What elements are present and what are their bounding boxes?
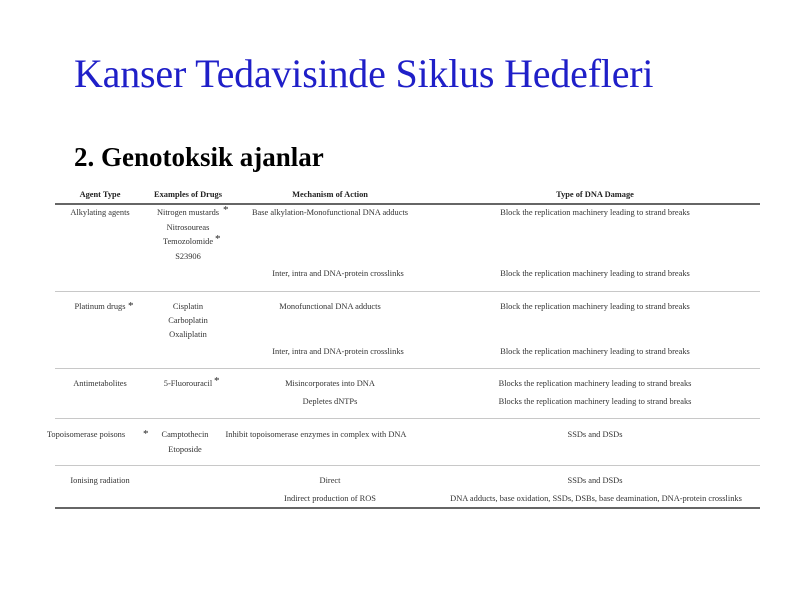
agent-type-cell: Platinum drugs: [74, 302, 126, 311]
star-mark: *: [215, 233, 221, 245]
damage-cell: Block the replication machinery leading to strand breaks: [500, 208, 690, 217]
row-rule: [55, 465, 760, 466]
drug-cell: 5-Fluorouracil: [163, 379, 213, 388]
star-mark: *: [214, 375, 220, 387]
header-rule: [55, 203, 760, 205]
header-agent-type: Agent Type: [79, 190, 121, 199]
mechanism-cell: Base alkylation-Monofunctional DNA adducts: [251, 208, 409, 217]
drug-cell: Oxaliplatin: [169, 330, 207, 339]
drug-cell: Temozolomide: [162, 237, 214, 246]
row-rule: [55, 368, 760, 369]
header-mechanism: Mechanism of Action: [292, 190, 368, 199]
star-mark: *: [128, 300, 134, 312]
mechanism-cell: Monofunctional DNA adducts: [279, 302, 381, 311]
drug-cell: Nitrosoureas: [166, 223, 210, 232]
agent-type-cell: Alkylating agents: [70, 208, 130, 217]
damage-cell: Blocks the replication machinery leading to strand breaks: [498, 379, 692, 388]
drug-cell: Nitrogen mustards: [156, 208, 220, 217]
mechanism-cell: Inter, intra and DNA-protein crosslinks: [272, 347, 404, 356]
damage-cell: DNA adducts, base oxidation, SSDs, DSBs, base deamination, DNA-protein crosslinks: [450, 494, 742, 503]
agent-type-cell: Ionising radiation: [70, 476, 130, 485]
mechanism-cell: Direct: [319, 476, 341, 485]
star-mark: *: [223, 204, 229, 216]
mechanism-cell: Misincorporates into DNA: [285, 379, 375, 388]
header-examples: Examples of Drugs: [154, 190, 222, 199]
mechanism-cell: Depletes dNTPs: [302, 397, 358, 406]
mechanism-cell: Inhibit topoisomerase enzymes in complex with DNA: [225, 430, 407, 439]
drug-cell: Camptothecin: [161, 430, 209, 439]
damage-cell: Blocks the replication machinery leading to strand breaks: [498, 397, 692, 406]
drug-cell: Carboplatin: [168, 316, 208, 325]
mechanism-cell: Indirect production of ROS: [284, 494, 376, 503]
drug-cell: S23906: [175, 252, 201, 261]
drug-cell: Etoposide: [168, 445, 202, 454]
slide-subtitle: 2. Genotoksik ajanlar: [74, 142, 324, 172]
bottom-rule: [55, 507, 760, 509]
row-rule: [55, 291, 760, 292]
damage-cell: Block the replication machinery leading to strand breaks: [500, 269, 690, 278]
agent-type-cell: Antimetabolites: [73, 379, 127, 388]
drug-cell: Cisplatin: [172, 302, 204, 311]
damage-cell: Block the replication machinery leading to strand breaks: [500, 302, 690, 311]
star-mark: *: [143, 428, 149, 440]
mechanism-cell: Inter, intra and DNA-protein crosslinks: [272, 269, 404, 278]
damage-cell: Block the replication machinery leading to strand breaks: [500, 347, 690, 356]
slide-title: Kanser Tedavisinde Siklus Hedefleri: [74, 51, 654, 96]
damage-cell: SSDs and DSDs: [567, 476, 623, 485]
agent-type-cell: Topoisomerase poisons: [46, 430, 126, 439]
damage-cell: SSDs and DSDs: [567, 430, 623, 439]
row-rule: [55, 418, 760, 419]
header-damage-type: Type of DNA Damage: [556, 190, 634, 199]
